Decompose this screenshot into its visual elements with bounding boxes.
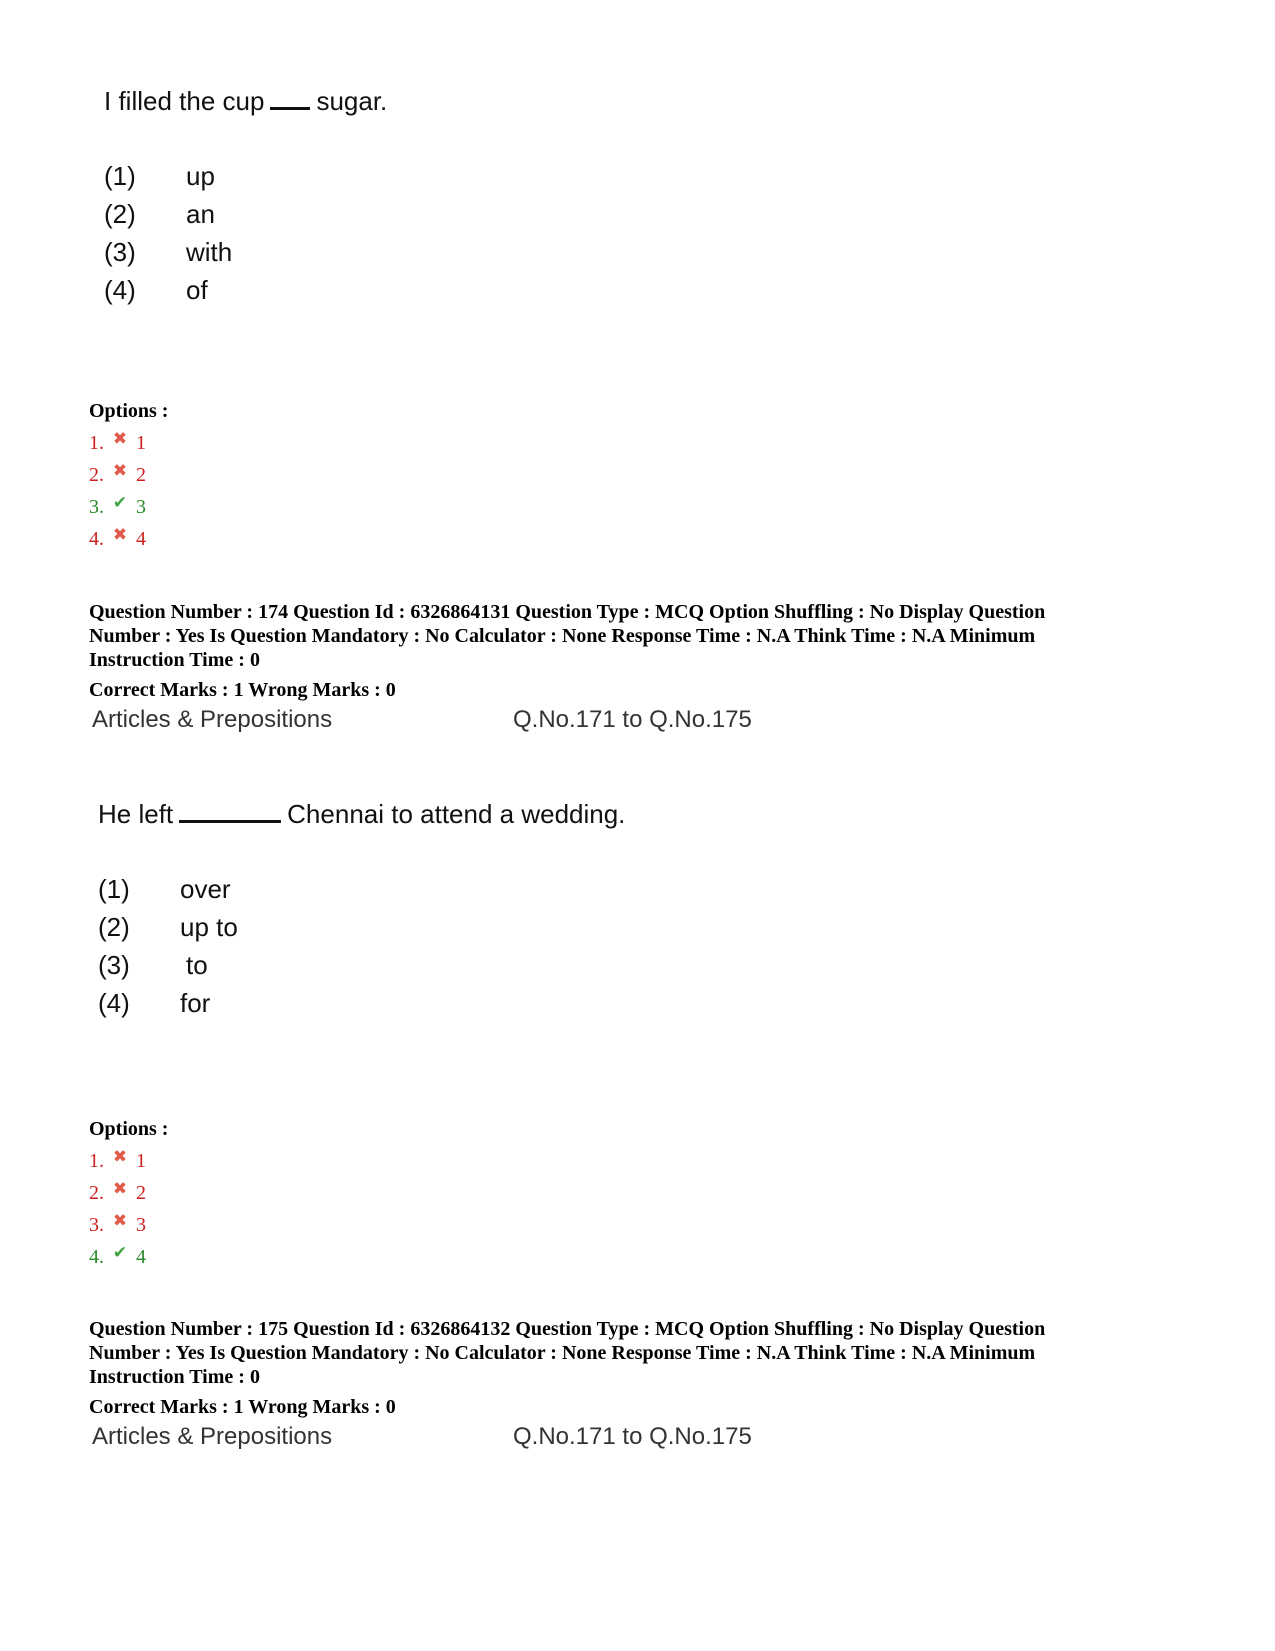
- choice-row: [104, 195, 387, 233]
- choice-number: (3): [104, 237, 136, 267]
- choice-row: [98, 870, 625, 908]
- topic-title: Articles & Prepositions: [92, 706, 333, 733]
- question-sentence: [104, 86, 387, 117]
- cross-icon: ✖: [112, 1211, 128, 1230]
- choice-text: with: [186, 237, 233, 267]
- choice-row: [104, 271, 387, 309]
- meta-line: Question Number : 175 Question Id : 6326864132 Question Type : MCQ Option Shuffling : No Display Question: [89, 1318, 1046, 1340]
- option-prefix: 3.: [89, 1214, 104, 1236]
- cross-icon: ✖: [112, 461, 128, 480]
- cross-icon: ✖: [112, 1147, 128, 1166]
- meta-line: Question Number : 174 Question Id : 6326864131 Question Type : MCQ Option Shuffling : No Display Question: [89, 601, 1046, 623]
- choice-text: an: [186, 199, 215, 229]
- topic-header-174: [92, 706, 332, 734]
- answer-blank: [179, 816, 281, 823]
- topic-header-175: [92, 1423, 332, 1451]
- meta-line: Number : Yes Is Question Mandatory : No Calculator : None Response Time : N.A Think Time : N.A Minimum: [89, 625, 1036, 647]
- option-item: [89, 523, 168, 555]
- cross-icon: ✖: [112, 525, 128, 544]
- choice-row: [104, 157, 387, 195]
- question-text-after: sugar.: [316, 86, 388, 116]
- choice-number: (1): [98, 874, 130, 904]
- question-range: Q.No.171 to Q.No.175: [513, 1423, 752, 1450]
- cross-icon: ✖: [112, 1179, 128, 1198]
- choice-text: up to: [180, 912, 238, 942]
- topic-title: Articles & Prepositions: [92, 1423, 333, 1450]
- question-image-174: [98, 799, 625, 1022]
- check-icon: ✔: [112, 1243, 128, 1262]
- choice-row: [104, 233, 387, 271]
- meta-line: Instruction Time : 0: [89, 649, 260, 671]
- option-prefix: 4.: [89, 1246, 104, 1268]
- option-value: 1: [136, 432, 146, 454]
- choice-row: [98, 908, 625, 946]
- question-text-before: I filled the cup: [104, 86, 265, 116]
- cross-icon: ✖: [112, 429, 128, 448]
- choice-text: to: [186, 950, 208, 980]
- question-range-174: [513, 706, 752, 734]
- question-range: Q.No.171 to Q.No.175: [513, 706, 752, 733]
- choice-text: for: [180, 988, 211, 1018]
- marks-line: Correct Marks : 1 Wrong Marks : 0: [89, 679, 396, 701]
- question-image-173: [104, 86, 387, 309]
- option-value: 2: [136, 1182, 146, 1204]
- option-value: 2: [136, 464, 146, 486]
- option-prefix: 2.: [89, 464, 104, 486]
- choice-number: (4): [98, 988, 130, 1018]
- choice-number: (4): [104, 275, 136, 305]
- choice-number: (1): [104, 161, 136, 191]
- choice-row: [98, 946, 625, 984]
- option-value: 4: [136, 1246, 146, 1268]
- option-item: [89, 1241, 168, 1273]
- question-sentence: [98, 799, 625, 830]
- option-prefix: 1.: [89, 432, 104, 454]
- marks-line: Correct Marks : 1 Wrong Marks : 0: [89, 1396, 396, 1418]
- options-label: Options :: [89, 1118, 169, 1140]
- choice-text: up: [186, 161, 215, 191]
- option-prefix: 2.: [89, 1182, 104, 1204]
- choice-number: (3): [98, 950, 130, 980]
- option-prefix: 1.: [89, 1150, 104, 1172]
- question-meta-175: [89, 1317, 1179, 1419]
- option-value: 3: [136, 496, 146, 518]
- question-text-before: He left: [98, 799, 174, 829]
- choice-row: [98, 984, 625, 1022]
- check-icon: ✔: [112, 493, 128, 512]
- choice-number: (2): [104, 199, 136, 229]
- answer-blank: [270, 103, 310, 110]
- option-value: 1: [136, 1150, 146, 1172]
- choice-text: of: [186, 275, 208, 305]
- option-prefix: 4.: [89, 528, 104, 550]
- question-text-after: Chennai to attend a wedding.: [287, 799, 626, 829]
- question-range-175: [513, 1423, 752, 1451]
- option-value: 3: [136, 1214, 146, 1236]
- question-meta-174: [89, 600, 1179, 702]
- options-list-174: [89, 1118, 168, 1273]
- meta-line: Instruction Time : 0: [89, 1366, 260, 1388]
- options-list-173: [89, 400, 168, 555]
- option-value: 4: [136, 528, 146, 550]
- choice-text: over: [180, 874, 231, 904]
- options-label: Options :: [89, 400, 169, 422]
- option-prefix: 3.: [89, 496, 104, 518]
- choice-number: (2): [98, 912, 130, 942]
- meta-line: Number : Yes Is Question Mandatory : No Calculator : None Response Time : N.A Think Time : N.A Minimum: [89, 1342, 1036, 1364]
